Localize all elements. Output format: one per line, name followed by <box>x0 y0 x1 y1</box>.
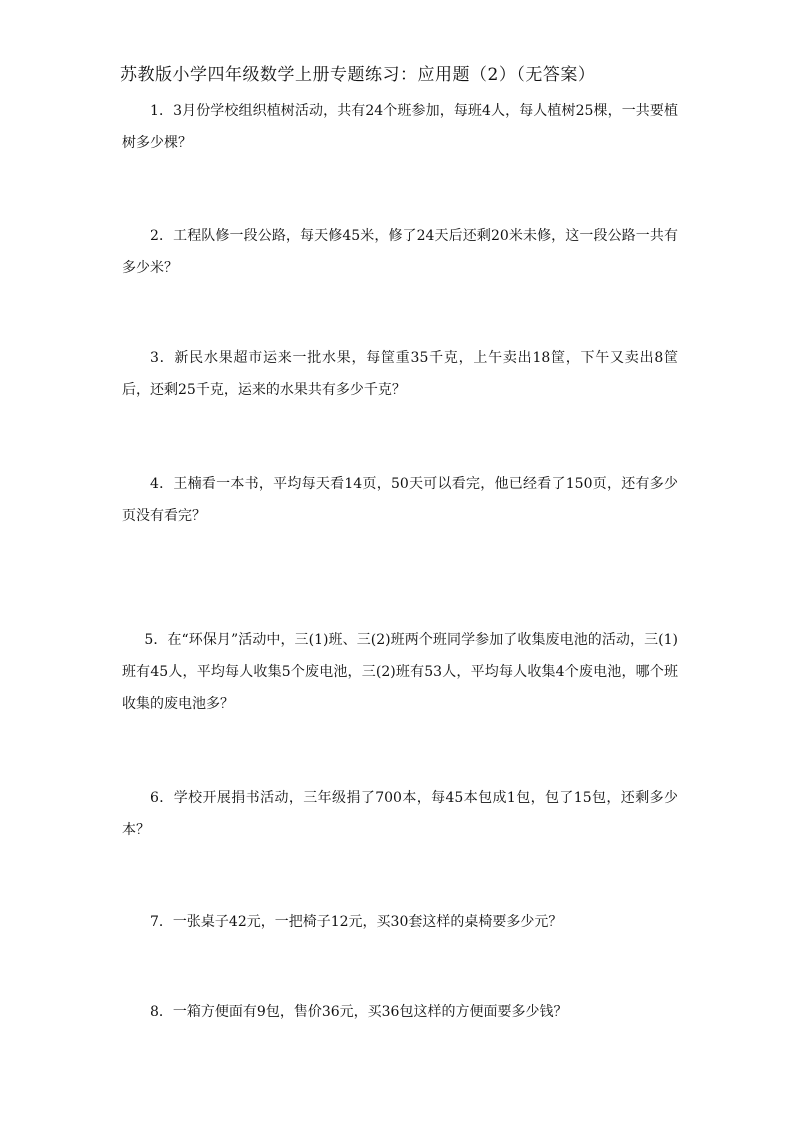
question-8: 8．一箱方便面有9包，售价36元，买36包这样的方便面要多少钱？ <box>150 1004 568 1020</box>
question-3: 3．新民水果超市运来一批水果，每筐重35千克，上午卖出18筐，下午又卖出8筐后，还剩25千克，运来的水果共有多少千克？ <box>122 350 678 398</box>
question-1: 1．3月份学校组织植树活动，共有24个班参加，每班4人，每人植树25棵，一共要植树多少棵？ <box>122 103 678 151</box>
question-4: 4．王楠看一本书，平均每天看14页，50天可以看完，他已经看了150页，还有多少页没有看完？ <box>122 476 678 524</box>
question-5: 5．在“环保月”活动中，三(1)班、三(2)班两个班同学参加了收集废电池的活动，三(1)班有45人，平均每人收集5个废电池，三(2)班有53人，平均每人收集4个废电池，哪个班收集的废电池多？ <box>122 632 678 712</box>
document-title: 苏教版小学四年级数学上册专题练习：应用题（2）（无答案） <box>120 65 596 85</box>
question-2: 2．工程队修一段公路，每天修45米，修了24天后还剩20米未修，这一段公路一共有多少米？ <box>122 228 678 276</box>
question-6: 6．学校开展捐书活动，三年级捐了700本，每45本包成1包，包了15包，还剩多少本？ <box>122 790 678 838</box>
question-7: 7．一张桌子42元，一把椅子12元，买30套这样的桌椅要多少元？ <box>150 914 563 930</box>
